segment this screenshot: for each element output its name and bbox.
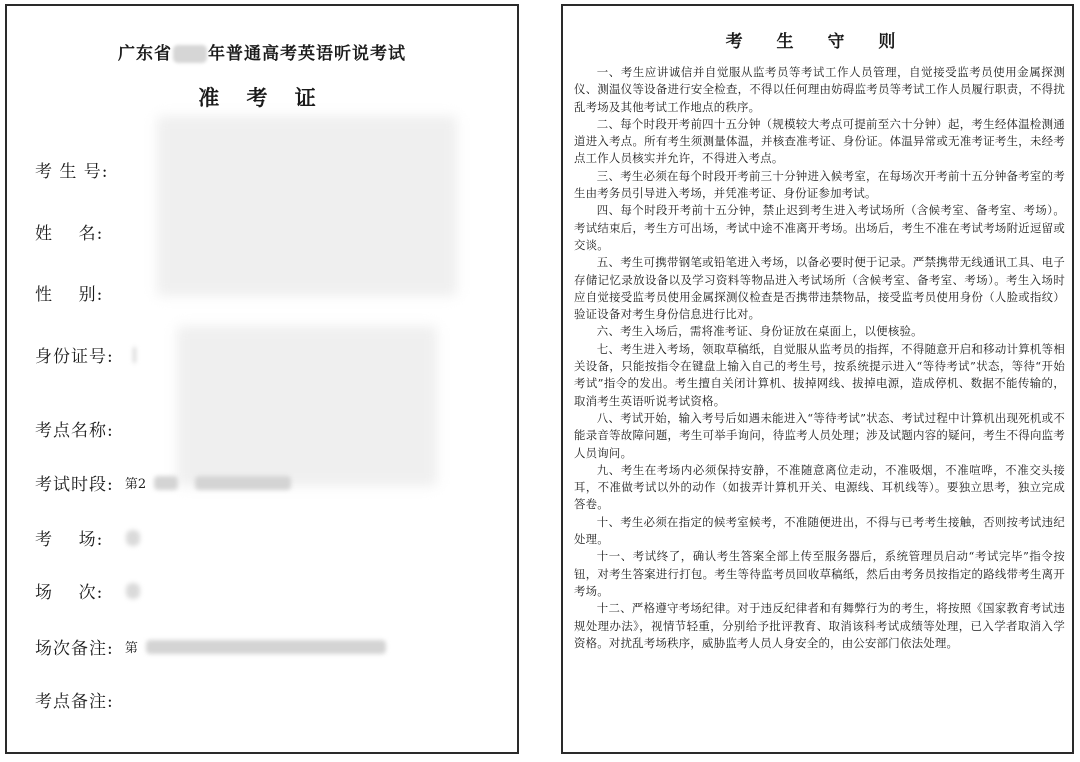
rule-item: 十、考生必须在指定的候考室候考，不准随便进出，不得与已考考生接触，否则按考试违纪处理。 — [574, 514, 1065, 547]
field-exam-session — [35, 470, 291, 496]
field-label: 姓 名: — [35, 224, 104, 244]
rule-item: 七、考生进入考场，领取草稿纸，自觉服从监考员的指挥，不得随意开启和移动计算机等相关设备，只能按指令在键盘上输入自己的考生号，按系统提示进入“等待考试”状态，等待“开始考试”指令的发出。考生擅自关闭计算机、拔掉网线、拔掉电源，造成停机、数据不能传输的，取消考生英语听说考试资格。 — [574, 341, 1065, 408]
field-label: 场 次: — [35, 583, 104, 603]
rule-item: 二、每个时段开考前四十五分钟（规模较大考点可提前至六十分钟）起，考生经体温检测通道进入考点。所有考生须测量体温，并核查准考证、身份证。体温异常或无准考证考生，未经考点工作人员核实并允许，不得进入考点。 — [574, 116, 1065, 166]
candidate-rules-panel — [561, 4, 1074, 754]
admission-ticket-panel — [5, 4, 519, 754]
field-id-number — [35, 342, 136, 368]
redacted-value — [126, 530, 140, 546]
background-smudge — [177, 326, 437, 486]
redacted-value — [126, 583, 140, 599]
field-exam-site — [35, 416, 125, 442]
redacted-year — [173, 45, 207, 63]
field-label: 考 生 号: — [35, 162, 109, 182]
field-label: 考试时段: — [35, 475, 114, 495]
field-label: 考点备注: — [35, 692, 114, 712]
rules-list — [574, 64, 1065, 652]
rule-item: 一、考生应讲诚信并自觉服从监考员等考试工作人员管理，自觉接受监考员使用金属探测仪、测温仪等设备进行安全检查，不得以任何理由妨碍监考员等考试工作人员履行职责，不得扰乱考场及其他考试工作地点的秩序。 — [574, 65, 1065, 114]
field-sitting-notes — [35, 634, 386, 660]
redacted-value — [195, 476, 291, 490]
field-value: 第 — [124, 641, 138, 656]
field-exam-room — [35, 525, 140, 551]
rule-item: 四、每个时段开考前十五分钟，禁止迟到考生进入考试场所（含候考室、备考室、考场）。考试结束后，考生方可出场，考试中途不准离开考场。出场后，考生不准在考试考场附近逗留或交谈。 — [574, 203, 1065, 252]
exam-title-suffix: 年普通高考英语听说考试 — [208, 44, 406, 64]
rule-item: 九、考生在考场内必须保持安静，不准随意离位走动，不准吸烟，不准喧哗，不准交头接耳，不准做考试以外的动作（如拔弄计算机开关、电源线、耳机线等）。要独立思考，独立完成答卷。 — [574, 462, 1065, 512]
field-candidate-number — [35, 157, 120, 183]
rule-item: 三、考生必须在每个时段开考前三十分钟进入候考室，在每场次开考前十五分钟备考室的考生由考务员引导进入考场，并凭准考证、身份证参加考试。 — [574, 168, 1065, 201]
redacted-value — [154, 476, 178, 490]
field-label: 身份证号: — [35, 347, 114, 367]
field-name — [35, 219, 114, 245]
rule-item: 六、考生入场后，需将准考证、身份证放在桌面上，以便核验。 — [596, 324, 923, 339]
field-value: 第2 — [124, 477, 147, 492]
field-site-notes — [35, 687, 125, 713]
ticket-title: 准 考 证 — [198, 86, 326, 110]
field-sitting — [35, 578, 140, 604]
field-label: 场次备注: — [35, 639, 114, 659]
field-label: 性 别: — [35, 285, 104, 305]
redacted-value — [146, 640, 386, 654]
rule-item: 五、考生可携带钢笔或铅笔进入考场，以备必要时便于记录。严禁携带无线通讯工具、电子存储记忆录放设备以及学习资料等物品进入考试场所（含候考室、备考室、考场）。考生入场时应自觉接受监考员使用金属探测仪检查是否携带违禁物品，接受监考员使用身份（人脸或指纹）验证设备对考生身份信息进行比对。 — [574, 255, 1065, 322]
rules-title: 考 生 守 则 — [725, 32, 910, 52]
field-label: 考 场: — [35, 530, 104, 550]
exam-title — [7, 39, 517, 64]
rule-item: 十二、严格遵守考场纪律。对于违反纪律者和有舞弊行为的考生，将按照《国家教育考试违规处理办法》，视情节轻重，分别给予批评教育、取消该科考试成绩等处理，已入学者取消入学资格。对扰乱考场秩序，威胁监考人员人身安全的，由公安部门依法处理。 — [574, 601, 1065, 650]
rule-item: 十一、考试终了，确认考生答案全部上传至服务器后，系统管理员启动“考试完毕”指令按钮，对考生答案进行打包。考生等待监考员回收草稿纸，然后由考务员按指定的路线带考生离开考场。 — [574, 549, 1065, 598]
rule-item: 八、考试开始，输入考号后如遇未能进入“等待考试”状态、考试过程中计算机出现死机或不能录音等故障问题，考生可举手询问，待监考人员处理；涉及试题内容的疑问，考生不得向监考人员询问。 — [574, 410, 1065, 460]
redacted-value — [133, 347, 136, 363]
field-label: 考点名称: — [35, 421, 114, 441]
background-smudge — [157, 116, 457, 296]
field-gender — [35, 280, 114, 306]
exam-title-prefix: 广东省 — [118, 44, 172, 64]
